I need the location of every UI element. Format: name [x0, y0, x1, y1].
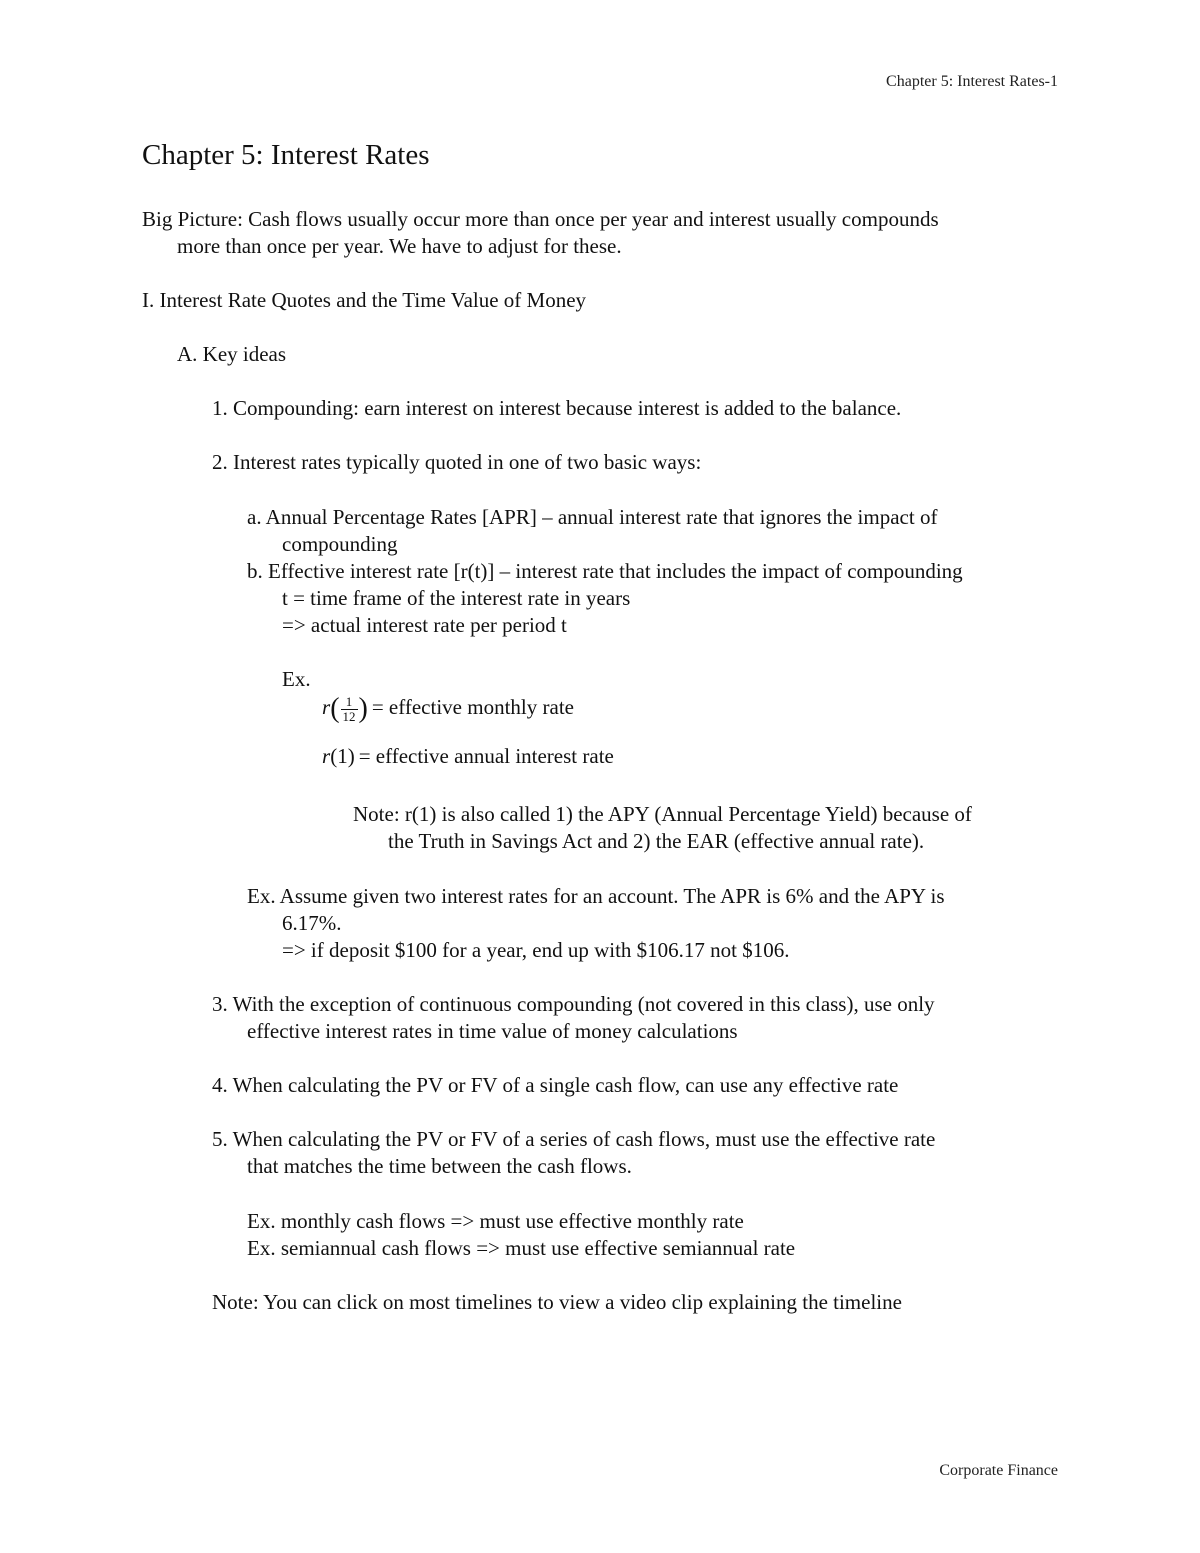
- subsection-a-heading: A. Key ideas: [177, 342, 287, 366]
- example-3-line-2: Ex. semiannual cash flows => must use effective semiannual rate: [247, 1236, 796, 1260]
- example-3-line-1: Ex. monthly cash flows => must use effective monthly rate: [247, 1209, 744, 1233]
- item-2: 2. Interest rates typically quoted in one of two basic ways:: [212, 450, 702, 474]
- fraction-denominator: 12: [342, 708, 356, 724]
- item-2a-line-1: a. Annual Percentage Rates [APR] – annual interest rate that ignores the impact of: [247, 505, 938, 529]
- item-2b-line-2: t = time frame of the interest rate in years: [282, 586, 631, 610]
- equation-annual-text: = effective annual interest rate: [358, 744, 614, 768]
- fraction: [341, 695, 358, 724]
- item-5-line-1: 5. When calculating the PV or FV of a series of cash flows, must use the effective rate: [212, 1127, 936, 1151]
- note-1-line-1: Note: r(1) is also called 1) the APY (Annual Percentage Yield) because of: [353, 802, 972, 826]
- page-title: Chapter 5: Interest Rates: [142, 139, 430, 171]
- rate-variable: r: [322, 744, 331, 768]
- fraction-numerator: 1: [341, 695, 358, 710]
- example-2-line-3: => if deposit $100 for a year, end up with $106.17 not $106.: [282, 938, 790, 962]
- note-1-line-2: the Truth in Savings Act and 2) the EAR (effective annual rate).: [388, 829, 925, 853]
- big-picture-line-1: Big Picture: Cash flows usually occur more than once per year and interest usually compounds: [142, 207, 939, 231]
- item-2b-line-1: b. Effective interest rate [r(t)] – interest rate that includes the impact of compounding: [247, 559, 963, 583]
- example-2-line-1: Ex. Assume given two interest rates for an account. The APR is 6% and the APY is: [247, 884, 945, 908]
- item-2a-line-2: compounding: [282, 532, 398, 556]
- item-5-line-2: that matches the time between the cash flows.: [247, 1154, 632, 1178]
- equation-monthly-text: = effective monthly rate: [371, 695, 574, 719]
- running-header: Chapter 5: Interest Rates-1: [886, 73, 1058, 90]
- equation-annual-rate: r(1) = effective annual interest rate: [322, 744, 614, 768]
- example-2-line-2: 6.17%.: [282, 911, 342, 935]
- big-picture-line-2: more than once per year. We have to adjust for these.: [177, 234, 622, 258]
- item-3-line-2: effective interest rates in time value of money calculations: [247, 1019, 738, 1043]
- item-1: 1. Compounding: earn interest on interest because interest is added to the balance.: [212, 396, 902, 420]
- rate-argument: 1: [337, 744, 348, 768]
- item-2b-line-3: => actual interest rate per period t: [282, 613, 567, 637]
- section-1-heading: I. Interest Rate Quotes and the Time Value of Money: [142, 288, 587, 312]
- item-4: 4. When calculating the PV or FV of a single cash flow, can use any effective rate: [212, 1073, 899, 1097]
- rate-variable: r: [322, 695, 331, 719]
- item-3-line-1: 3. With the exception of continuous compounding (not covered in this class), use only: [212, 992, 935, 1016]
- equation-monthly-rate: r( $\frac{1}{12}$ ) = effective monthly rate: [322, 693, 574, 725]
- note-2: Note: You can click on most timelines to view a video clip explaining the timeline: [212, 1290, 902, 1314]
- running-footer: Corporate Finance: [939, 1462, 1058, 1479]
- example-1-label: Ex.: [282, 667, 311, 691]
